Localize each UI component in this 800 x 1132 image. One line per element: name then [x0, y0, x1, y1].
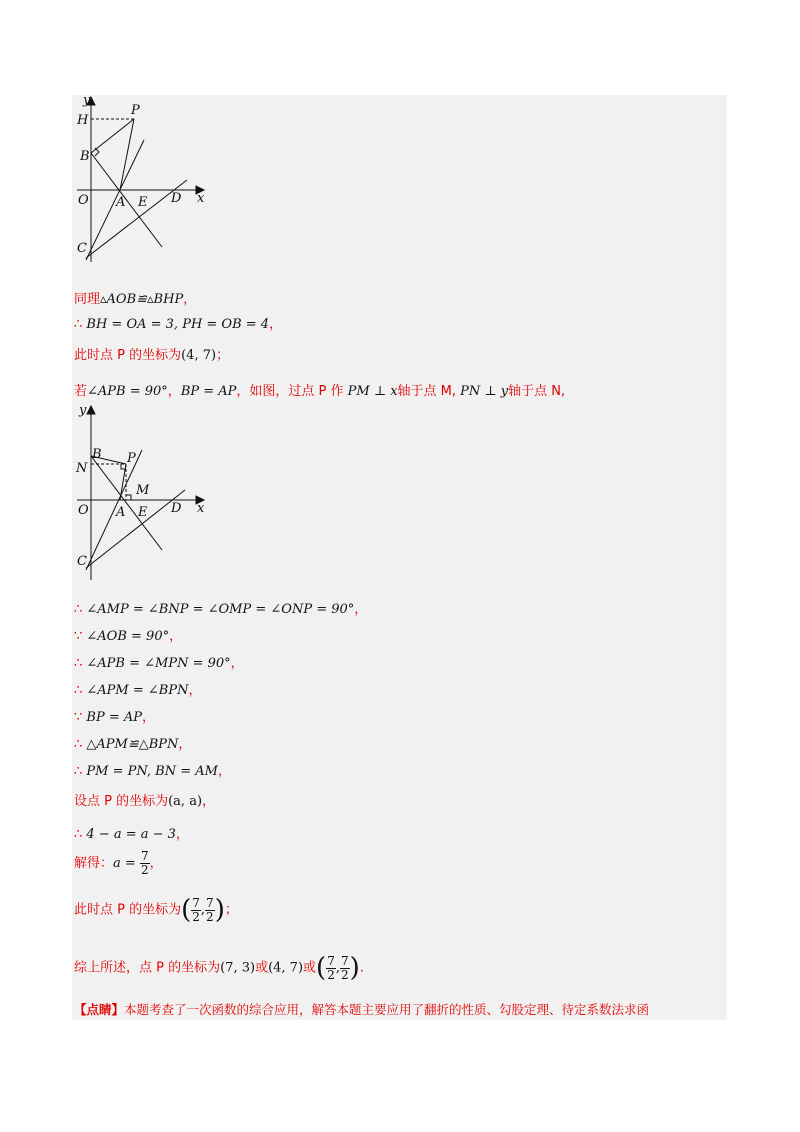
fraction: $\frac{7}{2}$: [140, 849, 149, 877]
fraction: $\frac{7}{2}$: [206, 895, 214, 924]
svg-text:y: y: [79, 403, 87, 418]
line-6: ∵ ∠AOB = 90°，: [74, 629, 183, 644]
svg-text:B: B: [92, 447, 102, 462]
svg-text:y: y: [83, 93, 91, 108]
line-10: ∴ △APM≌△BPN，: [74, 737, 192, 752]
svg-text:E: E: [138, 505, 148, 520]
fraction: $\frac{7}{2}$: [327, 953, 335, 982]
line-1: 同理▵AOB≌▵BHP，: [74, 292, 197, 307]
figure-2-diagram: [72, 400, 212, 585]
svg-text:P: P: [131, 103, 140, 118]
line-12: 设点 P 的坐标为(a, a)，: [74, 794, 216, 809]
line-13: ∴ 4 − a = a − 3，: [74, 827, 189, 842]
line-3: 此时点 P 的坐标为(4, 7)；: [74, 348, 230, 363]
svg-text:x: x: [197, 501, 205, 516]
comment-line: 【点睛】本题考查了一次函数的综合应用，解答本题主要应用了翻折的性质、勾股定理、待定系数法求函: [74, 1002, 650, 1017]
line-15: 此时点 P 的坐标为( $\frac{7}{2}$ , $\frac{7}{2}$ )；: [74, 895, 238, 925]
line-2: ∴ BH = OA = 3, PH = OB = 4，: [74, 317, 283, 332]
svg-text:D: D: [171, 191, 182, 206]
svg-text:C: C: [77, 241, 87, 256]
svg-text:M: M: [136, 483, 150, 498]
svg-text:C: C: [77, 554, 87, 569]
svg-text:D: D: [171, 501, 182, 516]
svg-text:A: A: [116, 195, 126, 210]
svg-text:x: x: [197, 191, 205, 206]
svg-text:H: H: [77, 113, 89, 128]
line-9: ∵ BP = AP，: [74, 710, 156, 725]
svg-text:O: O: [78, 503, 89, 518]
line-5: ∴ ∠AMP = ∠BNP = ∠OMP = ∠ONP = 90°，: [74, 602, 368, 617]
svg-text:P: P: [127, 451, 136, 466]
line-11: ∴ PM = PN, BN = AM，: [74, 764, 231, 779]
svg-text:N: N: [76, 461, 88, 476]
fraction: $\frac{7}{2}$: [192, 895, 200, 924]
line-4: 若∠APB = 90°，BP = AP，如图，过点 P 作 PM ⊥ x轴于点 M, PN ⊥ y轴于点 N,: [74, 384, 566, 399]
svg-text:A: A: [116, 505, 126, 520]
svg-text:E: E: [138, 195, 148, 210]
svg-text:O: O: [78, 193, 89, 208]
line-7: ∴ ∠APB = ∠MPN = 90°，: [74, 656, 244, 671]
line-14: 解得：a = $\frac{7}{2}$ ，: [74, 849, 163, 877]
line-16: 综上所述，点 P 的坐标为(7, 3)或(4, 7)或( $\frac{7}{2}$ , $\frac{7}{2}$ ).: [74, 953, 364, 983]
figure-1-diagram: [72, 92, 212, 277]
fraction: $\frac{7}{2}$: [340, 953, 349, 982]
svg-text:B: B: [80, 149, 90, 164]
line-8: ∴ ∠APM = ∠BPN，: [74, 683, 202, 698]
